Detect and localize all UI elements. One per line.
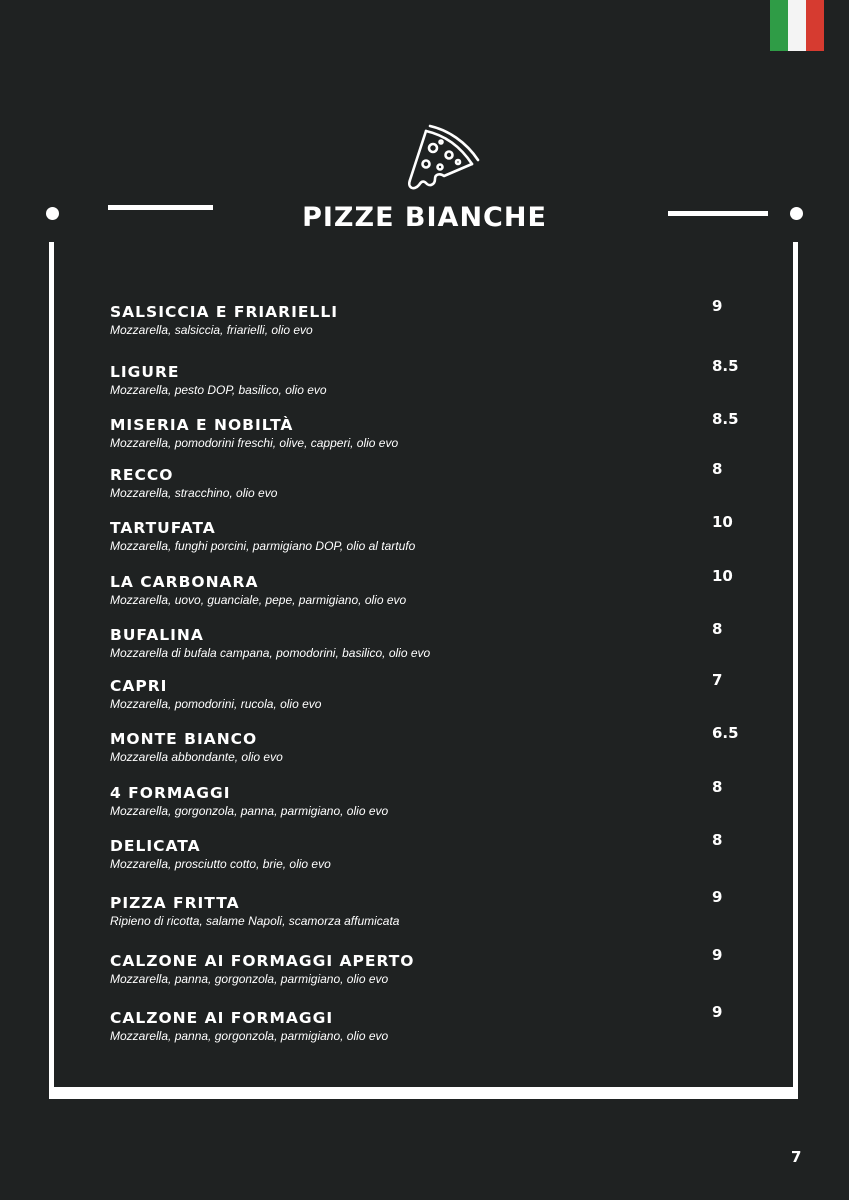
flag-red-stripe bbox=[806, 0, 824, 51]
menu-item-name: CAPRI bbox=[110, 677, 168, 695]
menu-item-name: MISERIA E NOBILTÀ bbox=[110, 416, 294, 434]
title-dot-right bbox=[790, 207, 803, 220]
menu-item-price: 9 bbox=[712, 888, 723, 906]
menu-item-name: PIZZA FRITTA bbox=[110, 894, 240, 912]
menu-item-price: 9 bbox=[712, 297, 723, 315]
menu-item-description: Ripieno di ricotta, salame Napoli, scamorza affumicata bbox=[110, 914, 400, 928]
menu-item bbox=[110, 888, 750, 929]
menu-item-name: SALSICCIA E FRIARIELLI bbox=[110, 303, 338, 321]
page-title: PIZZE BIANCHE bbox=[302, 202, 547, 233]
menu-item bbox=[110, 1003, 750, 1044]
menu-item-name: RECCO bbox=[110, 466, 174, 484]
menu-item-name: DELICATA bbox=[110, 837, 201, 855]
menu-item-description: Mozzarella, panna, gorgonzola, parmigiano, olio evo bbox=[110, 1029, 389, 1043]
menu-item bbox=[110, 724, 750, 765]
menu-item-description: Mozzarella, prosciutto cotto, brie, olio evo bbox=[110, 857, 331, 871]
menu-item bbox=[110, 671, 750, 712]
menu-item-name: 4 FORMAGGI bbox=[110, 784, 231, 802]
menu-item-price: 8 bbox=[712, 460, 723, 478]
italian-flag-icon bbox=[770, 0, 824, 51]
menu-item bbox=[110, 567, 750, 608]
menu-item-price: 10 bbox=[712, 567, 733, 585]
flag-green-stripe bbox=[770, 0, 788, 51]
menu-item-price: 10 bbox=[712, 513, 733, 531]
menu-item-description: Mozzarella abbondante, olio evo bbox=[110, 750, 283, 764]
menu-item-price: 8 bbox=[712, 778, 723, 796]
menu-item-name: CALZONE AI FORMAGGI bbox=[110, 1009, 334, 1027]
menu-item-description: Mozzarella, pesto DOP, basilico, olio evo bbox=[110, 383, 327, 397]
menu-item bbox=[110, 357, 750, 398]
menu-item bbox=[110, 410, 750, 451]
menu-item bbox=[110, 946, 750, 987]
menu-item-price: 6.5 bbox=[712, 724, 739, 742]
menu-item-price: 7 bbox=[712, 671, 723, 689]
menu-item-price: 8 bbox=[712, 620, 723, 638]
menu-item-description: Mozzarella, salsiccia, friarielli, olio evo bbox=[110, 323, 313, 337]
menu-item-price: 8.5 bbox=[712, 410, 739, 428]
menu-item-name: TARTUFATA bbox=[110, 519, 216, 537]
menu-item-name: LA CARBONARA bbox=[110, 573, 259, 591]
menu-item-name: CALZONE AI FORMAGGI APERTO bbox=[110, 952, 415, 970]
menu-item-description: Mozzarella, uovo, guanciale, pepe, parmigiano, olio evo bbox=[110, 593, 407, 607]
pizza-slice-icon bbox=[400, 122, 484, 196]
menu-item bbox=[110, 778, 750, 819]
menu-item bbox=[110, 513, 750, 554]
menu-item bbox=[110, 831, 750, 872]
page-number: 7 bbox=[791, 1148, 802, 1166]
menu-item bbox=[110, 460, 750, 501]
menu-item-description: Mozzarella, funghi porcini, parmigiano DOP, olio al tartufo bbox=[110, 539, 416, 553]
menu-item-price: 8 bbox=[712, 831, 723, 849]
menu-item-name: MONTE BIANCO bbox=[110, 730, 258, 748]
menu-item-description: Mozzarella, pomodorini freschi, olive, capperi, olio evo bbox=[110, 436, 399, 450]
menu-item-price: 9 bbox=[712, 1003, 723, 1021]
menu-item-description: Mozzarella, panna, gorgonzola, parmigiano, olio evo bbox=[110, 972, 389, 986]
menu-item bbox=[110, 620, 750, 661]
menu-item-name: LIGURE bbox=[110, 363, 180, 381]
flag-white-stripe bbox=[788, 0, 806, 51]
menu-item-name: BUFALINA bbox=[110, 626, 204, 644]
menu-item-description: Mozzarella, stracchino, olio evo bbox=[110, 486, 278, 500]
menu-item-description: Mozzarella, gorgonzola, panna, parmigiano, olio evo bbox=[110, 804, 389, 818]
menu-item bbox=[110, 297, 750, 338]
menu-item-price: 9 bbox=[712, 946, 723, 964]
title-rule-right bbox=[668, 211, 768, 216]
menu-item-price: 8.5 bbox=[712, 357, 739, 375]
menu-item-description: Mozzarella di bufala campana, pomodorini, basilico, olio evo bbox=[110, 646, 431, 660]
menu-item-description: Mozzarella, pomodorini, rucola, olio evo bbox=[110, 697, 322, 711]
